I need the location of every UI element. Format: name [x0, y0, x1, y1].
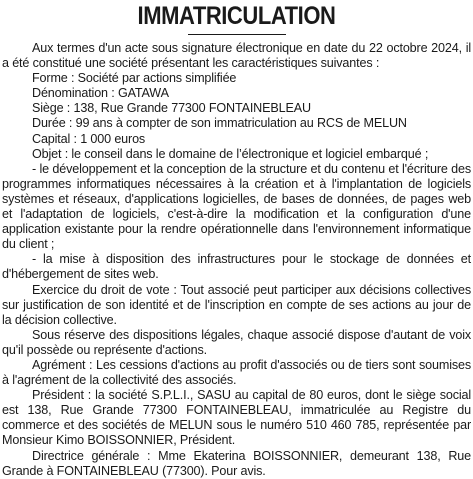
votes-paragraph: Sous réserve des dispositions légales, chaque associé dispose d'autant de voix qu'il possède ou représente d'actions.: [2, 327, 471, 357]
legal-notice: [2, 2, 471, 479]
president-paragraph: Président : la société S.P.L.I., SASU au capital de 80 euros, dont le siège social est 138, Rue Grande 77300 FONTAINEBLEAU, immatriculée au Registre du commerce et des sociétés de MELUN sous le numéro 510 460 785, représentée par Monsieur Kimo BOISSONNIER, Président.: [2, 388, 471, 448]
form-line: Forme : Société par actions simplifiée: [32, 71, 237, 86]
general-director-paragraph: Directrice générale : Mme Ekaterina BOISSONNIER, demeurant 138, Rue Grande à FONTAINEBLEAU (77300). Pour avis.: [2, 448, 471, 478]
notice-title: IMMATRICULATION: [137, 2, 336, 30]
capital-line: Capital : 1 000 euros: [32, 131, 146, 146]
purpose-line: Objet : le conseil dans le domaine de l’électronique et logiciel embarqué ;: [32, 146, 429, 161]
registered-office-line: Siège : 138, Rue Grande 77300 FONTAINEBLEAU: [32, 101, 311, 116]
duration-line: Durée : 99 ans à compter de son immatriculation au RCS de MELUN: [32, 116, 407, 131]
voting-rights-paragraph: Exercice du droit de vote : Tout associé peut participer aux décisions collectives sur justification de son identité et de l'inscription en compte de ses actions au jour de la décision collective.: [2, 282, 471, 327]
name-line: Dénomination : GATAWA: [32, 86, 169, 101]
title-divider: [188, 34, 286, 35]
approval-paragraph: Agrément : Les cessions d'actions au profit d'associés ou de tiers sont soumises à l'agrément de la collectivité des associés.: [2, 357, 471, 388]
purpose-hosting-paragraph: - la mise à disposition des infrastructures pour le stockage de données et d'hébergement de sites web.: [2, 252, 471, 282]
notice-body: [2, 41, 471, 479]
purpose-software-paragraph: - le développement et la conception de la structure et du contenu et l'écriture des programmes informatiques nécessaires à la création et à l'implantation de logiciels systèmes et réseaux, d'applications logicielles, de bases de données, de pages web et l'adaptation de logiciels, c'est-à-dire la modification et la configuration d'une application existante pour la rendre opérationnelle dans l'environnement informatique du client ;: [2, 161, 471, 252]
intro-paragraph: Aux termes d'un acte sous signature électronique en date du 22 octobre 2024, il a été constitué une société présentant les caractéristiques suivantes :: [2, 41, 471, 71]
